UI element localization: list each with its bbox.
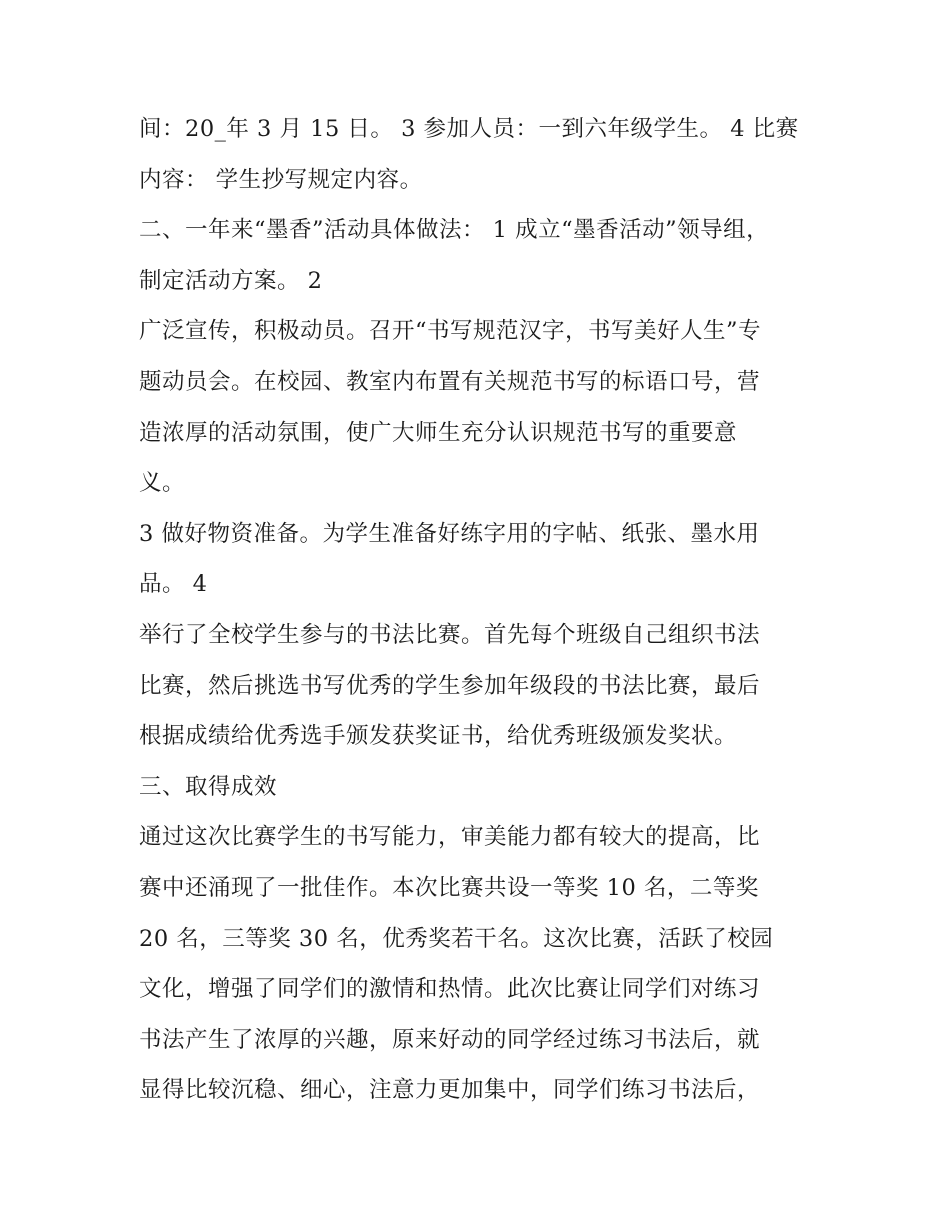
text-line: 赛中还涌现了一批佳作。本次比赛共设一等奖 10 名，二等奖 xyxy=(139,874,759,901)
text-line: 显得比较沉稳、细心，注意力更加集中，同学们练习书法后， xyxy=(139,1077,761,1104)
text-line: 品。 4 xyxy=(139,571,208,598)
text-line: 比赛，然后挑选书写优秀的学生参加年级段的书法比赛，最后 xyxy=(139,672,761,699)
text-line: 根据成绩给优秀选手颁发获奖证书，给优秀班级颁发奖状。 xyxy=(139,723,738,750)
text-line: 造浓厚的活动氛围，使广大师生充分认识规范书写的重要意 xyxy=(139,419,738,446)
text-line: 内容： 学生抄写规定内容。 xyxy=(139,166,423,193)
text-line: 举行了全校学生参与的书法比赛。首先每个班级自己组织书法 xyxy=(139,621,761,648)
text-line: 义。 xyxy=(139,470,186,497)
text-line: 20 名，三等奖 30 名，优秀奖若干名。这次比赛，活跃了校园 xyxy=(139,925,774,952)
text-line: 二、一年来“墨香”活动具体做法： 1 成立“墨香活动”领导组， xyxy=(139,217,770,244)
text-line: 制定活动方案。 2 xyxy=(139,267,323,294)
text-line: 3 做好物资准备。为学生准备好练字用的字帖、纸张、墨水用 xyxy=(139,520,760,547)
text-line: 间：20_年 3 月 15 日。 3 参加人员：一到六年级学生。 4 比赛 xyxy=(139,116,799,142)
document-body xyxy=(139,104,819,1116)
text-line: 题动员会。在校园、教室内布置有关规范书写的标语口号，营 xyxy=(139,368,761,395)
text-line: 通过这次比赛学生的书写能力，审美能力都有较大的提高，比 xyxy=(139,824,761,851)
text-line: 文化，增强了同学们的激情和热情。此次比赛让同学们对练习 xyxy=(139,976,761,1003)
text-line: 书法产生了浓厚的兴趣，原来好动的同学经过练习书法后，就 xyxy=(139,1026,761,1053)
text-line: 广泛宣传，积极动员。召开“书写规范汉字，书写美好人生”专 xyxy=(139,318,762,345)
section-heading: 三、取得成效 xyxy=(139,773,278,800)
